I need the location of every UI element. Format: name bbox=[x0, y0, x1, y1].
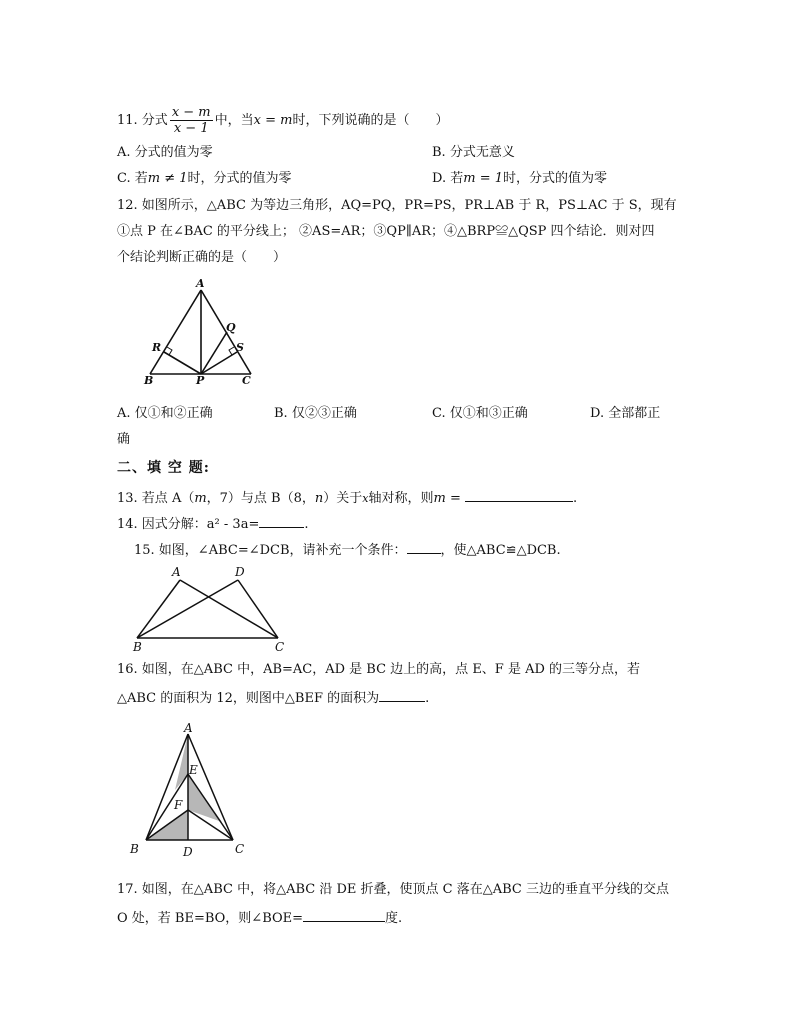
q11-option-d[interactable]: D. 若m = 1时，分式的值为零 bbox=[432, 171, 608, 186]
q15-label-d: D bbox=[235, 565, 245, 579]
q17-line-2: O 处，若 BE=BO，则∠BOE= 度. bbox=[117, 911, 403, 926]
q12-label-r: R bbox=[152, 341, 162, 354]
q15-segment-ab bbox=[137, 580, 180, 638]
q14-stem: 14. 因式分解：a² - 3a= . bbox=[117, 517, 309, 532]
q12-option-b[interactable]: B. 仅②③正确 bbox=[274, 406, 357, 421]
q12-option-d[interactable]: D. 全部都正 bbox=[590, 406, 661, 421]
q16-line-2: △ABC 的面积为 12，则图中△BEF 的面积为 . bbox=[117, 691, 430, 706]
q13-answer-blank[interactable] bbox=[465, 489, 573, 502]
q12-label-a: A bbox=[196, 277, 205, 290]
q17-answer-blank[interactable] bbox=[303, 909, 385, 922]
q15-segment-dc bbox=[238, 580, 278, 638]
q16-label-a: A bbox=[184, 722, 193, 735]
q11-option-a[interactable]: A. 分式的值为零 bbox=[117, 145, 213, 160]
q15-stem: 15. 如图，∠ABC=∠DCB，请补充一个条件： ，使△ABC≌△DCB. bbox=[134, 543, 561, 558]
q12-segment-ps bbox=[201, 352, 237, 374]
q11-option-c[interactable]: C. 若m ≠ 1时，分式的值为零 bbox=[117, 171, 292, 186]
section-heading: 二、填 空 题: bbox=[117, 460, 210, 476]
q15-label-c: C bbox=[275, 640, 285, 654]
q16-figure bbox=[125, 722, 255, 862]
q16-label-d: D bbox=[183, 845, 193, 859]
q12-label-q: Q bbox=[226, 321, 236, 334]
q16-label-c: C bbox=[235, 842, 245, 856]
q14-answer-blank[interactable] bbox=[259, 515, 304, 528]
q15-figure bbox=[130, 563, 290, 655]
q15-label-a: A bbox=[172, 565, 181, 579]
q12-line-3: 个结论判断正确的是（ ） bbox=[117, 250, 287, 265]
q16-label-b: B bbox=[130, 842, 139, 856]
q17-line-1: 17. 如图，在△ABC 中，将△ABC 沿 DE 折叠，使顶点 C 落在△ABC 三边的垂直平分线的交点 bbox=[117, 882, 669, 897]
q15-segment-db bbox=[137, 580, 238, 638]
q11-option-b[interactable]: B. 分式无意义 bbox=[432, 145, 515, 160]
q15-answer-blank[interactable] bbox=[407, 541, 441, 554]
q16-label-f: F bbox=[174, 798, 183, 812]
q12-option-d-wrap: 确 bbox=[117, 432, 131, 447]
q12-label-p: P bbox=[196, 374, 205, 387]
q16-answer-blank[interactable] bbox=[379, 689, 425, 702]
q15-segment-ac bbox=[180, 580, 278, 638]
q12-segment-pq bbox=[201, 332, 227, 374]
q12-side-ab bbox=[150, 290, 201, 374]
q12-line-1: 12. 如图所示，△ABC 为等边三角形，AQ=PQ，PR=PS，PR⊥AB 于 R，PS⊥AC 于 S，现有 bbox=[117, 198, 677, 213]
q12-figure bbox=[140, 275, 260, 387]
q13-stem: 13. 若点 A（m，7）与点 B（8，n）关于x轴对称，则m = . bbox=[117, 491, 578, 506]
q15-label-b: B bbox=[133, 640, 142, 654]
q12-option-c[interactable]: C. 仅①和③正确 bbox=[432, 406, 528, 421]
q12-label-b: B bbox=[144, 374, 154, 387]
q12-label-c: C bbox=[242, 374, 251, 387]
q16-label-e: E bbox=[189, 763, 198, 777]
q12-label-s: S bbox=[236, 341, 244, 354]
q12-option-a[interactable]: A. 仅①和②正确 bbox=[117, 406, 213, 421]
q12-segment-pr bbox=[164, 352, 201, 374]
q16-line-1: 16. 如图，在△ABC 中，AB=AC，AD 是 BC 边上的高，点 E、F 是 AD 的三等分点，若 bbox=[117, 662, 641, 677]
q12-line-2: ①点 P 在∠BAC 的平分线上； ②AS=AR；③QP∥AR；④△BRP≌△QSP 四个结论．则对四 bbox=[117, 224, 655, 239]
q11-stem: 11. 分式 $\frac{x - m}{x - 1}$ 中，当x = m时，下列说确的是（ ） bbox=[117, 105, 449, 136]
q11-fraction: $\frac{x - m}{x - 1}$ bbox=[171, 105, 211, 136]
